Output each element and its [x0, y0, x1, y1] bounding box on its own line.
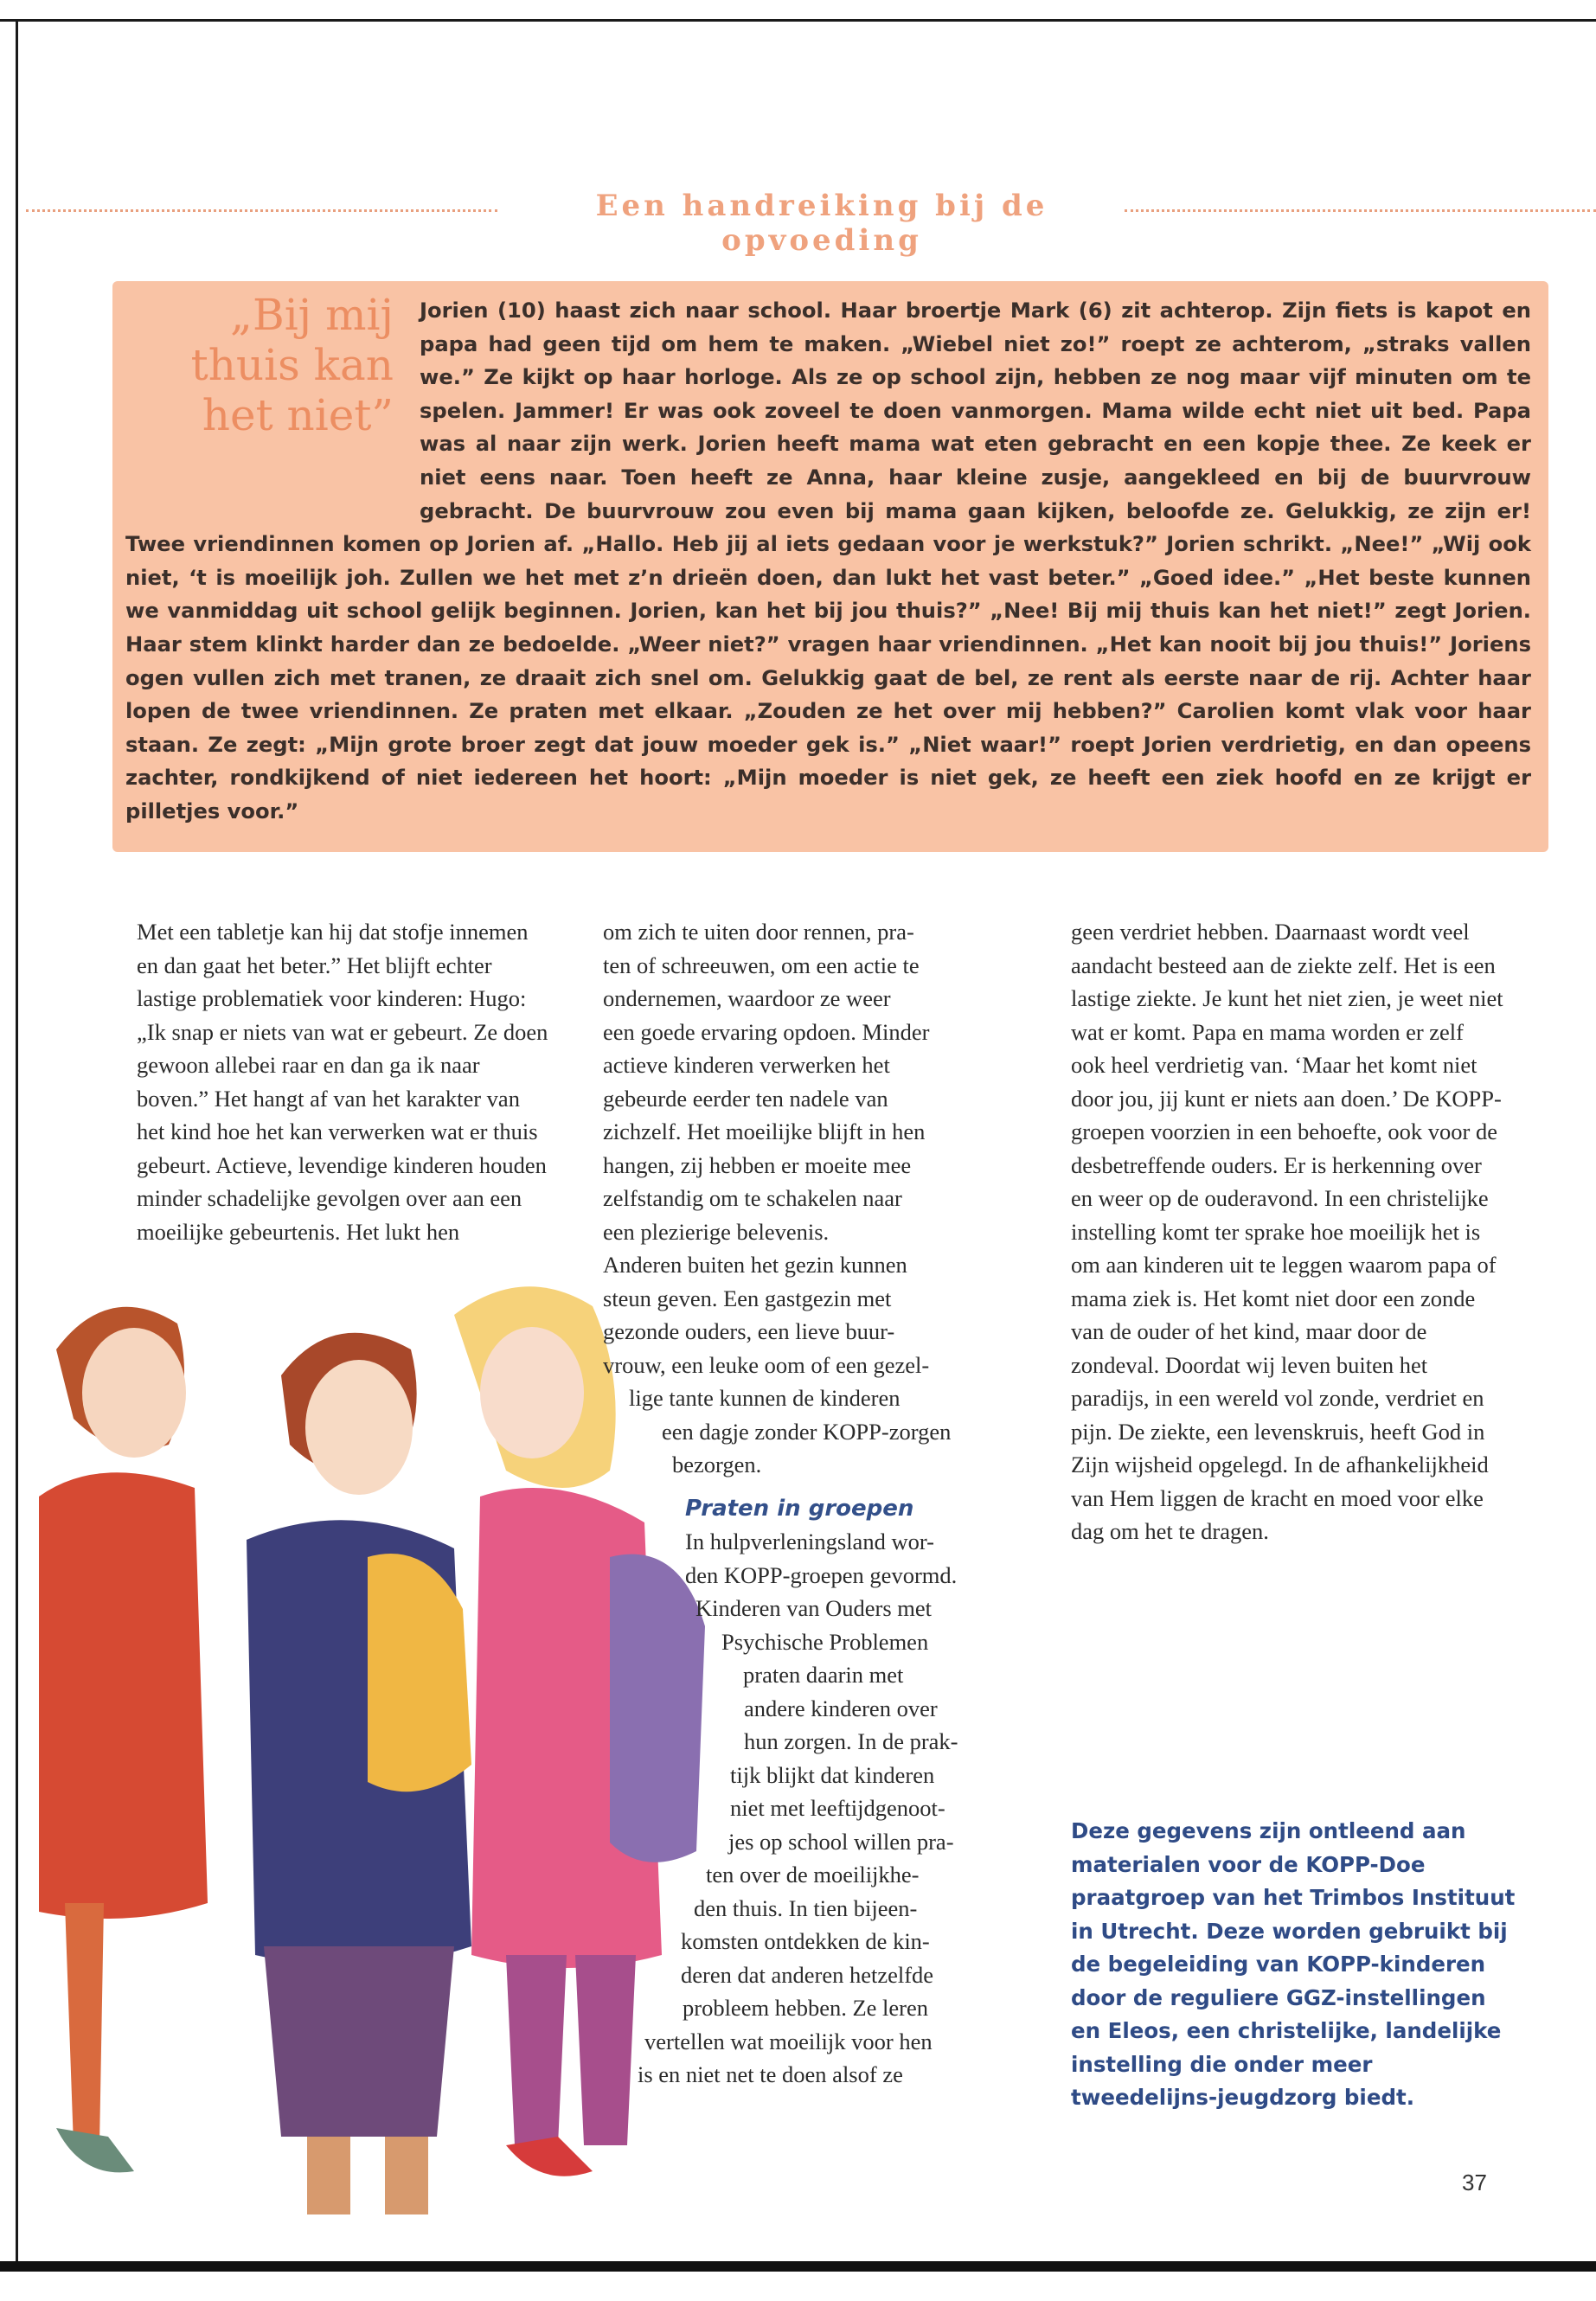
column-2-line: steun geven. Een gastgezin met [603, 1285, 892, 1311]
column-2-line: gezonde ouders, een lieve buur- [603, 1318, 895, 1344]
column-2-line: is en niet net te doen alsof ze [638, 2061, 903, 2087]
page-top-rule [0, 19, 1596, 22]
page-number: 37 [1462, 2170, 1487, 2195]
column-2-line: lige tante kunnen de kinderen [629, 1385, 901, 1411]
section-title: Een handreiking bij de opvoeding [595, 189, 1048, 258]
column-2-line: bezorgen. [672, 1452, 762, 1477]
page-bottom-rule [0, 2261, 1596, 2272]
article-column-2 [603, 915, 1018, 2092]
column-2-line: andere kinderen over [744, 1695, 938, 1721]
column-2-line: jes op school willen pra- [728, 1828, 954, 1855]
article-column-3: geen verdriet hebben. Daarnaast wordt veel aandacht besteed aan de ziekte zelf. Het is een lastige ziekte. Je kunt het niet zien, je weet niet wat er komt. Papa en mama worden er zelf ook heel verdrietig van. ‘Maar het komt niet door jou, jij kunt er niets aan doen.’ De KOPP-groepen voorzien in een behoefte, ook voor de desbetreffende ouders. Er is herkenning over en weer op de ouderavond. In een christelijke instelling komt ter sprake hoe moeilijk het is om aan kinderen uit te leggen waarom papa of mama ziek is. Het komt niet door een zonde van de ouder of het kind, maar door de zondeval. Doordat wij leven buiten het paradijs, in een wereld vol zonde, verdriet en pijn. De ziekte, een levenskruis, heeft God in Zijn wijsheid opgelegd. In de afhankelijkheid van Hem liggen de kracht en moed voor elke dag om het te dragen. [1071, 919, 1503, 1544]
girl-middle-figure [247, 1333, 471, 2214]
column-2-line: Anderen buiten het gezin kunnen [603, 1252, 907, 1278]
column-2-line: hun zorgen. In de prak- [744, 1728, 958, 1754]
source-note: Deze gegevens zijn ontleend aan materialen voor de KOPP-Doe praatgroep van het Trimbos Instituut in Utrecht. Deze worden gebruikt bij de begeleiding van KOPP-kinderen door de reguliere GGZ-instellingen en Eleos, een christelijke, landelijke instelling die onder meer tweedelijns-jeugdzorg biedt. [1071, 1818, 1516, 2110]
column-2-line: Kinderen van Ouders met [695, 1595, 933, 1621]
subheading-praten-in-groepen: Praten in groepen [685, 1495, 914, 1522]
column-2-line: om zich te uiten door rennen, pra- [603, 919, 914, 945]
header-dotted-rule-right [1125, 209, 1596, 212]
column-2-line: ten over de moeilijkhe- [706, 1862, 920, 1888]
column-2-line: In hulpverleningsland wor- [685, 1529, 934, 1554]
column-2-line: een plezierige belevenis. [603, 1218, 830, 1245]
column-2-line: ondernemen, waardoor ze weer [603, 985, 891, 1011]
intro-story-text: Jorien (10) haast zich naar school. Haar broertje Mark (6) zit achterop. Zijn fiets is kapot en papa had geen tijd om hem te maken. „Wiebel niet zo!” roept ze achterom, „straks vallen we.” Ze kijkt op haar horloge. Als ze op school zijn, hebben ze nog maar vijf minuten om te spelen. Jammer! Er was ook zoveel te doen vanmorgen. Mama wilde echt niet uit bed. Papa was al naar zijn werk. Jorien heeft mama wat eten gebracht en een kopje thee. Ze keek er niet eens naar. Toen heeft ze Anna, haar kleine zusje, aangekleed en bij de buurvrouw gebracht. De buurvrouw zou even bij mama gaan kijken, beloofde ze. Gelukkig, ze zijn er! Twee vriendinnen komen op Jorien af. „Hallo. Heb jij al iets gedaan voor je werkstuk?” Jorien schrikt. „Nee!” „Wij ook niet, ‘t is moeilijk joh. Zullen we het met z’n drieën doen, dan lukt het vast beter.” „Goed idee.” „Het beste kunnen we vanmiddag uit school gelijk beginnen. Jorien, kan het bij jou thuis?” „Nee! Bij mij thuis kan het niet!” zegt Jorien. Haar stem klinkt harder dan ze bedoelde. „Weer niet?” vragen haar vriendinnen. „Het kan nooit bij jou thuis!” Joriens ogen vullen zich met tranen, ze draait zich snel om. Gelukkig gaat de bel, ze rent als eerste naar de rij. Achter haar lopen de twee vriendinnen. Ze praten met elkaar. „Zouden ze het over mij hebben?” Carolien komt vlak voor haar staan. Ze zegt: „Mijn grote broer zegt dat jouw moeder gek is.” „Niet waar!” roept Jorien verdrietig, en dan opeens zachter, rondkijkend of niet iedereen het hoort: „Mijn moeder is niet gek, ze heeft een ziek hoofd en ze krijgt er pilletjes voor.” [125, 298, 1531, 824]
article-column-1: Met een tabletje kan hij dat stofje innemen en dan gaat het beter.” Het blijft echter lastige problematiek voor kinderen: Hugo: „Ik snap er niets van wat er gebeurt. Ze doen gewoon allebei raar en dan ga ik naar boven.” Het hangt af van het karakter van het kind hoe het kan verwerken wat er thuis gebeurt. Actieve, levendige kinderen houden minder schadelijke gevolgen over aan een moeilijke gebeurtenis. Het lukt hen [137, 919, 548, 1245]
section-header [26, 189, 1583, 258]
intro-story [125, 294, 1531, 829]
column-2-line: tijk blijkt dat kinderen [730, 1761, 935, 1788]
column-2-line: zichzelf. Het moeilijke blijft in hen [603, 1118, 926, 1144]
column-2-line: praten daarin met [743, 1662, 904, 1688]
column-2-line: gebeurde eerder ten nadele van [603, 1085, 888, 1112]
pull-quote-line: het niet” [202, 390, 394, 440]
column-2-line: deren dat anderen hetzelfde [681, 1961, 934, 1988]
column-2-line: een dagje zonder KOPP-zorgen [662, 1418, 952, 1445]
column-2-line: vertellen wat moeilijk voor hen [644, 2028, 933, 2054]
column-2-line: niet met leeftijdgenoot- [730, 1795, 945, 1821]
page-left-rule [16, 19, 18, 2268]
column-2-line: Psychische Problemen [721, 1628, 929, 1655]
column-2-line: den thuis. In tien bijeen- [694, 1894, 918, 1921]
pull-quote-line: „Bij mij [230, 290, 394, 340]
girl-left-figure [39, 1307, 208, 2173]
column-2-line: komsten ontdekken de kin- [681, 1928, 930, 1954]
column-2-line: probleem hebben. Ze leren [683, 1995, 929, 2021]
column-2-line: hangen, zij hebben er moeite mee [603, 1151, 912, 1178]
pull-quote-line: thuis kan [190, 340, 394, 390]
column-2-line: ten of schreeuwen, om een actie te [603, 952, 920, 978]
column-2-line: zelfstandig om te schakelen naar [603, 1185, 902, 1211]
column-2-line: een goede ervaring opdoen. Minder [603, 1018, 930, 1045]
column-2-line: den KOPP-groepen gevormd. [685, 1561, 958, 1588]
header-dotted-rule-left [26, 209, 497, 212]
column-2-line: vrouw, een leuke oom of een gezel- [603, 1351, 930, 1378]
column-2-line: actieve kinderen verwerken het [603, 1052, 890, 1078]
